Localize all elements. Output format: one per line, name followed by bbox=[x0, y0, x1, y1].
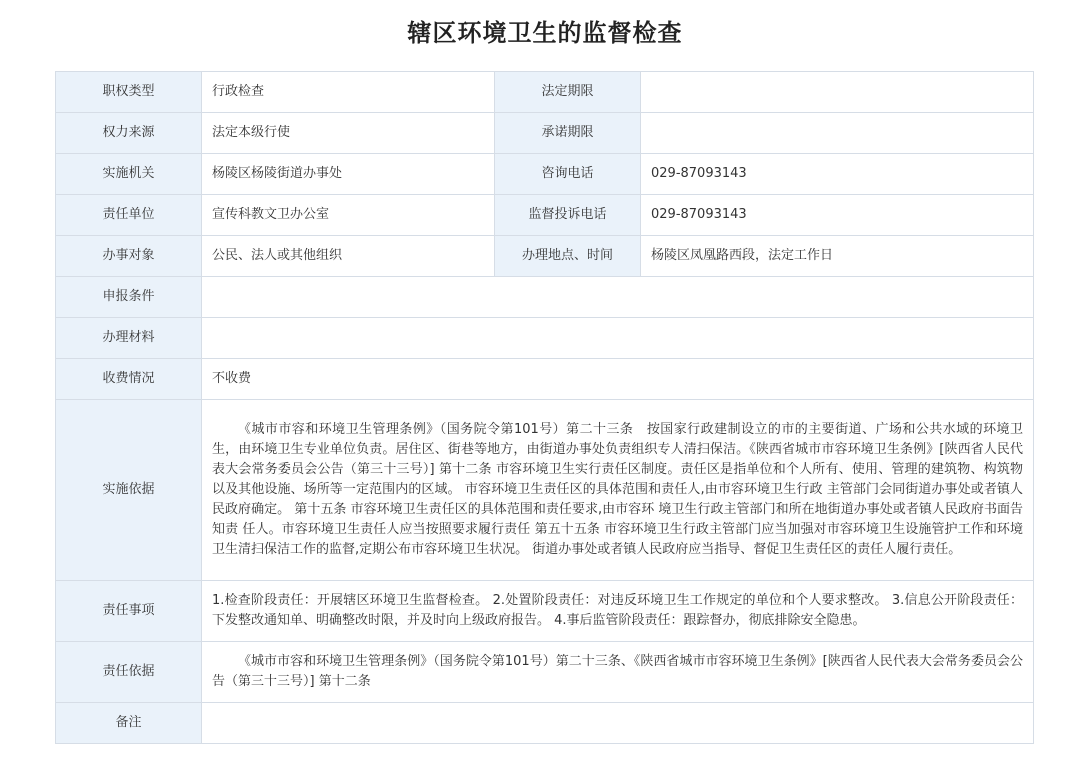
duties-label: 责任事项 bbox=[56, 581, 202, 642]
table-row bbox=[56, 400, 1034, 581]
table-row bbox=[56, 642, 1034, 703]
table-row bbox=[56, 277, 1034, 318]
power-type-label: 职权类型 bbox=[56, 72, 202, 113]
responsible-unit-label: 责任单位 bbox=[56, 195, 202, 236]
target-value: 公民、法人或其他组织 bbox=[202, 236, 495, 277]
target-label: 办事对象 bbox=[56, 236, 202, 277]
table-row bbox=[56, 236, 1034, 277]
complaint-phone-value: 029-87093143 bbox=[641, 195, 1034, 236]
info-table bbox=[55, 71, 1034, 744]
basis-label: 实施依据 bbox=[56, 400, 202, 581]
basis-value: 《城市市容和环境卫生管理条例》（国务院令第101号）第二十三条 按国家行政建制设立的市的主要街道、广场和公共水域的环境卫生，由环境卫生专业单位负责。居住区、街巷等地方，由街道办事处负责组织专人清扫保洁。《陕西省城市市容环境卫生条例》[陕西省人民代表大会常务委员会公告（第三十三号）] 第十二条 市容环境卫生实行责任区制度。责任区是指单位和个人所有、使用、管理的建筑物、构筑物以及其他设施、场所等一定范围内的区域。 市容环境卫生责任区的具体范围和责任人,由市容环境卫生行政 主管部门会同街道办事处或者镇人民政府确定。 第十五条 市容环境卫生责任区的具体范围和责任要求,由市容环 境卫生行政主管部门和所在地街道办事处或者镇人民政府书面告知责 任人。市容环境卫生责任人应当按照要求履行责任 第五十五条 市容环境卫生行政主管部门应当加强对市容环境卫生设施管护工作和环境卫生清扫保洁工作的监督,定期公布市容环境卫生状况。 街道办事处或者镇人民政府应当指导、督促卫生责任区的责任人履行责任。 bbox=[202, 400, 1034, 581]
materials-value bbox=[202, 318, 1034, 359]
table-row bbox=[56, 318, 1034, 359]
complaint-phone-label: 监督投诉电话 bbox=[495, 195, 641, 236]
agency-value: 杨陵区杨陵街道办事处 bbox=[202, 154, 495, 195]
duty-basis-value: 《城市市容和环境卫生管理条例》（国务院令第101号）第二十三条、《陕西省城市市容环境卫生条例》[陕西省人民代表大会常务委员会公告（第三十三号）] 第十二条 bbox=[202, 642, 1034, 703]
conditions-value bbox=[202, 277, 1034, 318]
table-row bbox=[56, 113, 1034, 154]
power-source-label: 权力来源 bbox=[56, 113, 202, 154]
location-time-label: 办理地点、时间 bbox=[495, 236, 641, 277]
materials-label: 办理材料 bbox=[56, 318, 202, 359]
page-title: 辖区环境卫生的监督检查 bbox=[407, 19, 683, 47]
agency-label: 实施机关 bbox=[56, 154, 202, 195]
remarks-label: 备注 bbox=[56, 703, 202, 744]
table-row bbox=[56, 154, 1034, 195]
consult-phone-value: 029-87093143 bbox=[641, 154, 1034, 195]
table-row bbox=[56, 703, 1034, 744]
table-row bbox=[56, 72, 1034, 113]
legal-limit-value bbox=[641, 72, 1034, 113]
duties-value: 1.检查阶段责任：开展辖区环境卫生监督检查。 2.处置阶段责任：对违反环境卫生工作规定的单位和个人要求整改。 3.信息公开阶段责任：下发整改通知单、明确整改时限，并及时向上级政府报告。 4.事后监管阶段责任：跟踪督办，彻底排除安全隐患。 bbox=[202, 581, 1034, 642]
remarks-value bbox=[202, 703, 1034, 744]
fees-value: 不收费 bbox=[202, 359, 1034, 400]
conditions-label: 申报条件 bbox=[56, 277, 202, 318]
table-row bbox=[56, 581, 1034, 642]
legal-limit-label: 法定期限 bbox=[495, 72, 641, 113]
consult-phone-label: 咨询电话 bbox=[495, 154, 641, 195]
promise-limit-value bbox=[641, 113, 1034, 154]
fees-label: 收费情况 bbox=[56, 359, 202, 400]
power-source-value: 法定本级行使 bbox=[202, 113, 495, 154]
table-row bbox=[56, 359, 1034, 400]
table-row bbox=[56, 195, 1034, 236]
responsible-unit-value: 宣传科教文卫办公室 bbox=[202, 195, 495, 236]
location-time-value: 杨陵区凤凰路西段，法定工作日 bbox=[641, 236, 1034, 277]
promise-limit-label: 承诺期限 bbox=[495, 113, 641, 154]
power-type-value: 行政检查 bbox=[202, 72, 495, 113]
duty-basis-label: 责任依据 bbox=[56, 642, 202, 703]
